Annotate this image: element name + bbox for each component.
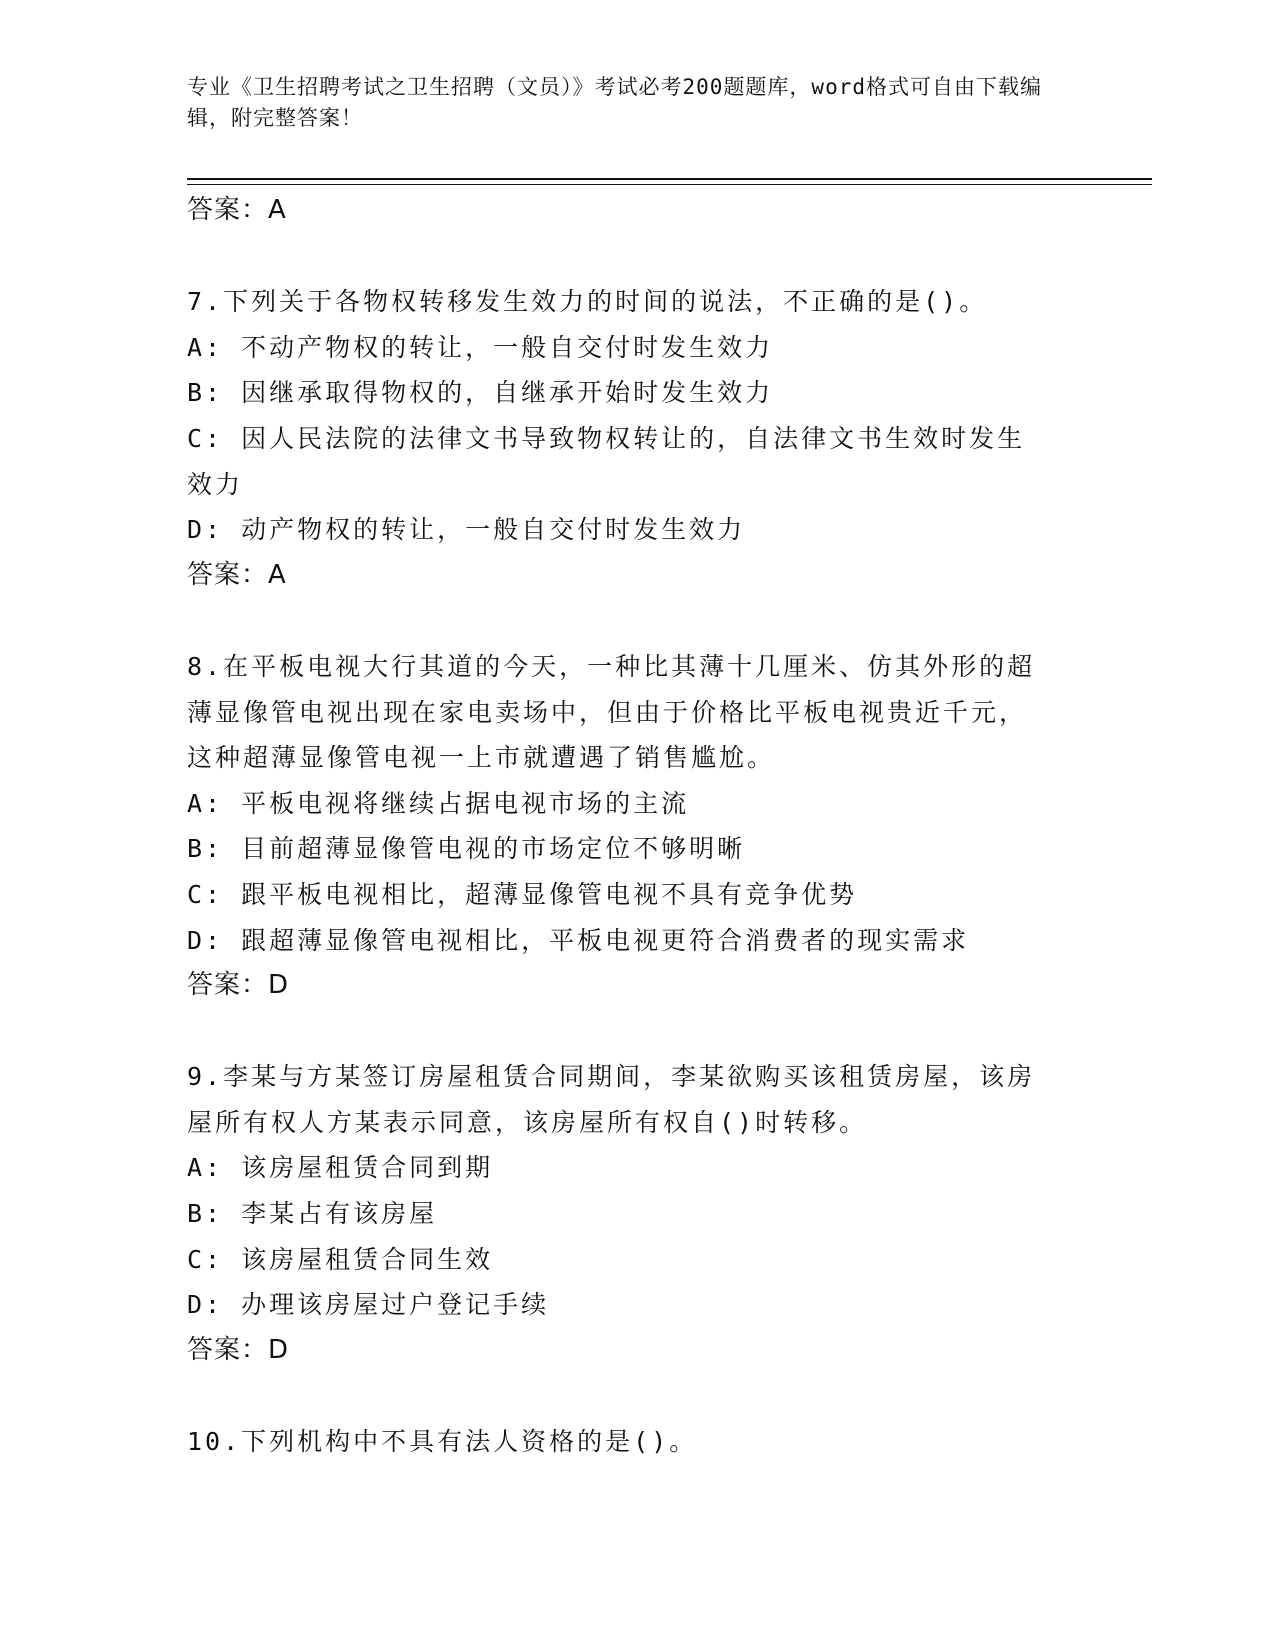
option-d: D: 动产物权的转让，一般自交付时发生效力 — [187, 515, 746, 545]
spacer — [187, 234, 1087, 280]
option-d: D: 跟超薄显像管电视相比，平板电视更符合消费者的现实需求 — [187, 925, 970, 955]
question-list — [187, 188, 1087, 1465]
answer: 答案：D — [187, 1334, 290, 1365]
spacer — [187, 1373, 1087, 1419]
header-title: 专业《卫生招聘考试之卫生招聘（文员）》考试必考200题题库，word格式可自由下载编辑，附完整答案！ — [187, 75, 1042, 130]
question-10 — [187, 1419, 1087, 1465]
question-stem: 10.下列机构中不具有法人资格的是()。 — [187, 1427, 698, 1457]
option-b: B: 李某占有该房屋 — [187, 1199, 438, 1229]
option-a: A: 不动产物权的转让，一般自交付时发生效力 — [187, 332, 774, 362]
option-b: B: 目前超薄显像管电视的市场定位不够明晰 — [187, 834, 746, 864]
option-c: C: 因人民法院的法律文书导致物权转让的，自法律文书生效时发生效力 — [187, 423, 1026, 499]
answer: 答案：A — [187, 559, 287, 590]
question-stem: 7.下列关于各物权转移发生效力的时间的说法，不正确的是()。 — [187, 287, 988, 317]
option-a: A: 该房屋租赁合同到期 — [187, 1153, 494, 1183]
question-8 — [187, 644, 1087, 1009]
question-9 — [187, 1054, 1087, 1373]
option-c: C: 跟平板电视相比，超薄显像管电视不具有竞争优势 — [187, 879, 858, 909]
option-c: C: 该房屋租赁合同生效 — [187, 1244, 494, 1274]
answer: 答案：D — [187, 970, 290, 1001]
question-stem: 9.李某与方某签订房屋租赁合同期间，李某欲购买该租赁房屋，该房屋所有权人方某表示同意，该房屋所有权自()时转移。 — [187, 1062, 1036, 1137]
option-b: B: 因继承取得物权的，自继承开始时发生效力 — [187, 378, 774, 408]
document-header — [187, 72, 1067, 134]
header-divider-thick — [187, 178, 1152, 180]
question-7 — [187, 279, 1087, 598]
spacer — [187, 1009, 1087, 1055]
option-d: D: 办理该房屋过户登记手续 — [187, 1290, 550, 1320]
option-a: A: 平板电视将继续占据电视市场的主流 — [187, 788, 690, 818]
question-stem: 8.在平板电视大行其道的今天，一种比其薄十几厘米、仿其外形的超薄显像管电视出现在家电卖场中，但由于价格比平板电视贵近千元，这种超薄显像管电视一上市就遭遇了销售尴尬。 — [187, 651, 1036, 773]
prev-answer: 答案：A — [187, 195, 287, 225]
header-divider-thin — [187, 184, 1152, 185]
spacer — [187, 598, 1087, 644]
